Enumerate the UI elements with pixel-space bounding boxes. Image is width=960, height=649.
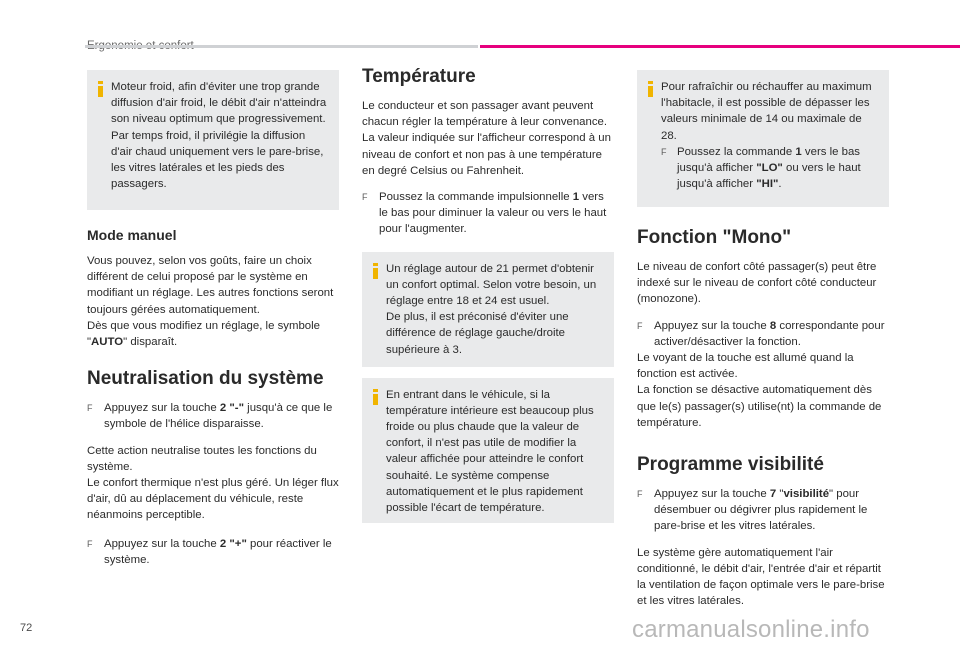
bullet-text: Appuyez sur la touche bbox=[104, 537, 220, 550]
note-text: Pour rafraîchir ou réchauffer au maximum l'habitacle, il est possible de dépasser les valeurs minimale de 14 ou maximale de 28. bbox=[661, 81, 872, 142]
info-exclamation-icon bbox=[646, 81, 656, 97]
info-exclamation-icon bbox=[371, 263, 381, 279]
bullet-text: correspondante pour activer/désactiver la fonction. bbox=[654, 319, 885, 348]
bullet-icon: F bbox=[362, 192, 368, 203]
section-mono bbox=[637, 227, 889, 431]
bullet-item bbox=[637, 486, 889, 535]
bullet-item bbox=[637, 318, 889, 350]
bullet-icon: F bbox=[637, 489, 643, 500]
info-exclamation-icon bbox=[96, 81, 106, 97]
bullet-item bbox=[87, 400, 339, 432]
key-label: visibilité bbox=[783, 488, 830, 501]
note-text: En entrant dans le véhicule, si la température intérieure est beaucoup plus froide ou plus chaude que la valeur de confort, il n'est pas utile de modifier la valeur affichée pour atteindre le confort souhaité. Le système compense automatiquement et le plus rapidement possible l'écart de température. bbox=[386, 388, 594, 515]
bullet-icon: F bbox=[661, 146, 667, 157]
section-title: Neutralisation du système bbox=[87, 368, 324, 390]
info-exclamation-icon bbox=[371, 389, 381, 405]
bullet-icon: F bbox=[637, 320, 643, 331]
bullet-icon: F bbox=[87, 403, 93, 414]
section-title: Fonction "Mono" bbox=[637, 227, 792, 248]
header-divider-pink bbox=[480, 45, 960, 48]
section-title: Mode manuel bbox=[87, 227, 177, 243]
key-label: 2 "+" bbox=[219, 537, 247, 550]
info-note bbox=[362, 378, 614, 523]
note-text: Un réglage autour de 21 permet d'obtenir un confort optimal. Selon votre besoin, un réglage entre 18 et 24 est usuel. De plus, il est préconisé d'éviter une différence de réglage gauche/droite supérieure à 3. bbox=[386, 262, 597, 356]
bullet-text: Poussez la commande impulsionnelle bbox=[379, 191, 573, 204]
info-note bbox=[87, 70, 339, 210]
paragraph: Le conducteur et son passager avant peuvent chacun régler la température à leur convenance. La valeur indiquée sur l'afficheur correspond à un niveau de confort et non pas à une température en degré Celsius ou Fahrenheit. bbox=[362, 100, 611, 177]
paragraph-text: " disparaît. bbox=[123, 336, 178, 349]
bullet-item bbox=[362, 189, 614, 238]
bullet-text: Appuyez sur la touche bbox=[654, 488, 770, 501]
lo-label: "LO" bbox=[756, 162, 783, 175]
bullet-text: Poussez la commande bbox=[677, 145, 796, 158]
column-3 bbox=[637, 70, 889, 609]
key-label: 1 bbox=[572, 191, 580, 204]
paragraph-text: Dès que vous modifiez un réglage, le symbole " bbox=[87, 319, 321, 349]
section-visibilite bbox=[637, 454, 889, 609]
section-temperature bbox=[362, 66, 614, 238]
column-2 bbox=[362, 66, 614, 523]
paragraph: Le voyant de la touche est allumé quand la fonction est activée. La fonction se désactive automatiquement dès que le(s) passager(s) utilise(nt) la commande de température. bbox=[637, 352, 882, 429]
bullet-text: Appuyez sur la touche bbox=[104, 402, 220, 415]
paragraph: Cette action neutralise toutes les fonctions du système. Le confort thermique n'est plus géré. Un léger flux d'air, dû au déplacement du véhicule, reste néanmoins perceptible. bbox=[87, 444, 339, 522]
header-divider-grey bbox=[85, 45, 478, 48]
bullet-text: vers le bas pour diminuer la valeur ou vers le haut pour l'augmenter. bbox=[379, 191, 607, 236]
section-title: Programme visibilité bbox=[637, 454, 824, 476]
hi-label: "HI" bbox=[756, 178, 779, 191]
key-label: 1 bbox=[795, 145, 802, 158]
note-text: Moteur froid, afin d'éviter une trop grande diffusion d'air froid, le débit d'air n'atteindra son niveau optimum que progressivement. Par temps froid, il privilégie la diffusion d'air chaud uniquement vers le pare-brise, les vitres latérales et les pieds des passagers. bbox=[111, 81, 327, 191]
page-number: 72 bbox=[20, 622, 33, 634]
info-note bbox=[362, 252, 614, 367]
bullet-text: " pour désembuer ou dégivrer plus rapidement le pare-brise et les vitres latérales. bbox=[654, 488, 868, 533]
watermark-text: carmanualsonline.info bbox=[632, 616, 870, 643]
bullet-text: " bbox=[776, 488, 784, 501]
paragraph-text: Vous pouvez, selon vos goûts, faire un choix différent de celui proposé par le système en modifiant un réglage. Les autres fonctions seront toujours gérées automatiquement. bbox=[87, 255, 334, 316]
bullet-text: jusqu'à ce que le symbole de l'hélice disparaisse. bbox=[104, 402, 333, 431]
paragraph: Le système gère automatiquement l'air conditionné, le débit d'air, l'entrée d'air et répartit la ventilation de façon optimale vers le pare-brise et les vitres latérales. bbox=[637, 546, 885, 608]
bullet-text: ou vers le haut jusqu'à afficher bbox=[677, 162, 861, 191]
section-mode-manuel bbox=[87, 226, 339, 350]
bullet-text: vers le bas jusqu'à afficher bbox=[677, 145, 860, 175]
auto-label: AUTO bbox=[91, 336, 124, 349]
section-neutralisation bbox=[87, 368, 339, 568]
bullet-icon: F bbox=[87, 538, 93, 549]
bullet-text: pour réactiver le système. bbox=[104, 537, 332, 566]
column-1 bbox=[87, 70, 339, 568]
key-label: 2 "-" bbox=[219, 402, 244, 415]
bullet-text: Appuyez sur la touche bbox=[654, 319, 770, 332]
key-label: 8 bbox=[769, 319, 777, 332]
sub-bullet-item bbox=[661, 144, 879, 193]
bullet-item bbox=[87, 536, 339, 568]
bullet-text: . bbox=[778, 178, 782, 191]
section-title: Température bbox=[362, 66, 476, 87]
paragraph: Le niveau de confort côté passager(s) peut être indexé sur le niveau de confort côté conducteur (monozone). bbox=[637, 261, 877, 306]
paragraph bbox=[87, 253, 339, 350]
key-label: 7 bbox=[769, 488, 777, 501]
info-note bbox=[637, 70, 889, 207]
